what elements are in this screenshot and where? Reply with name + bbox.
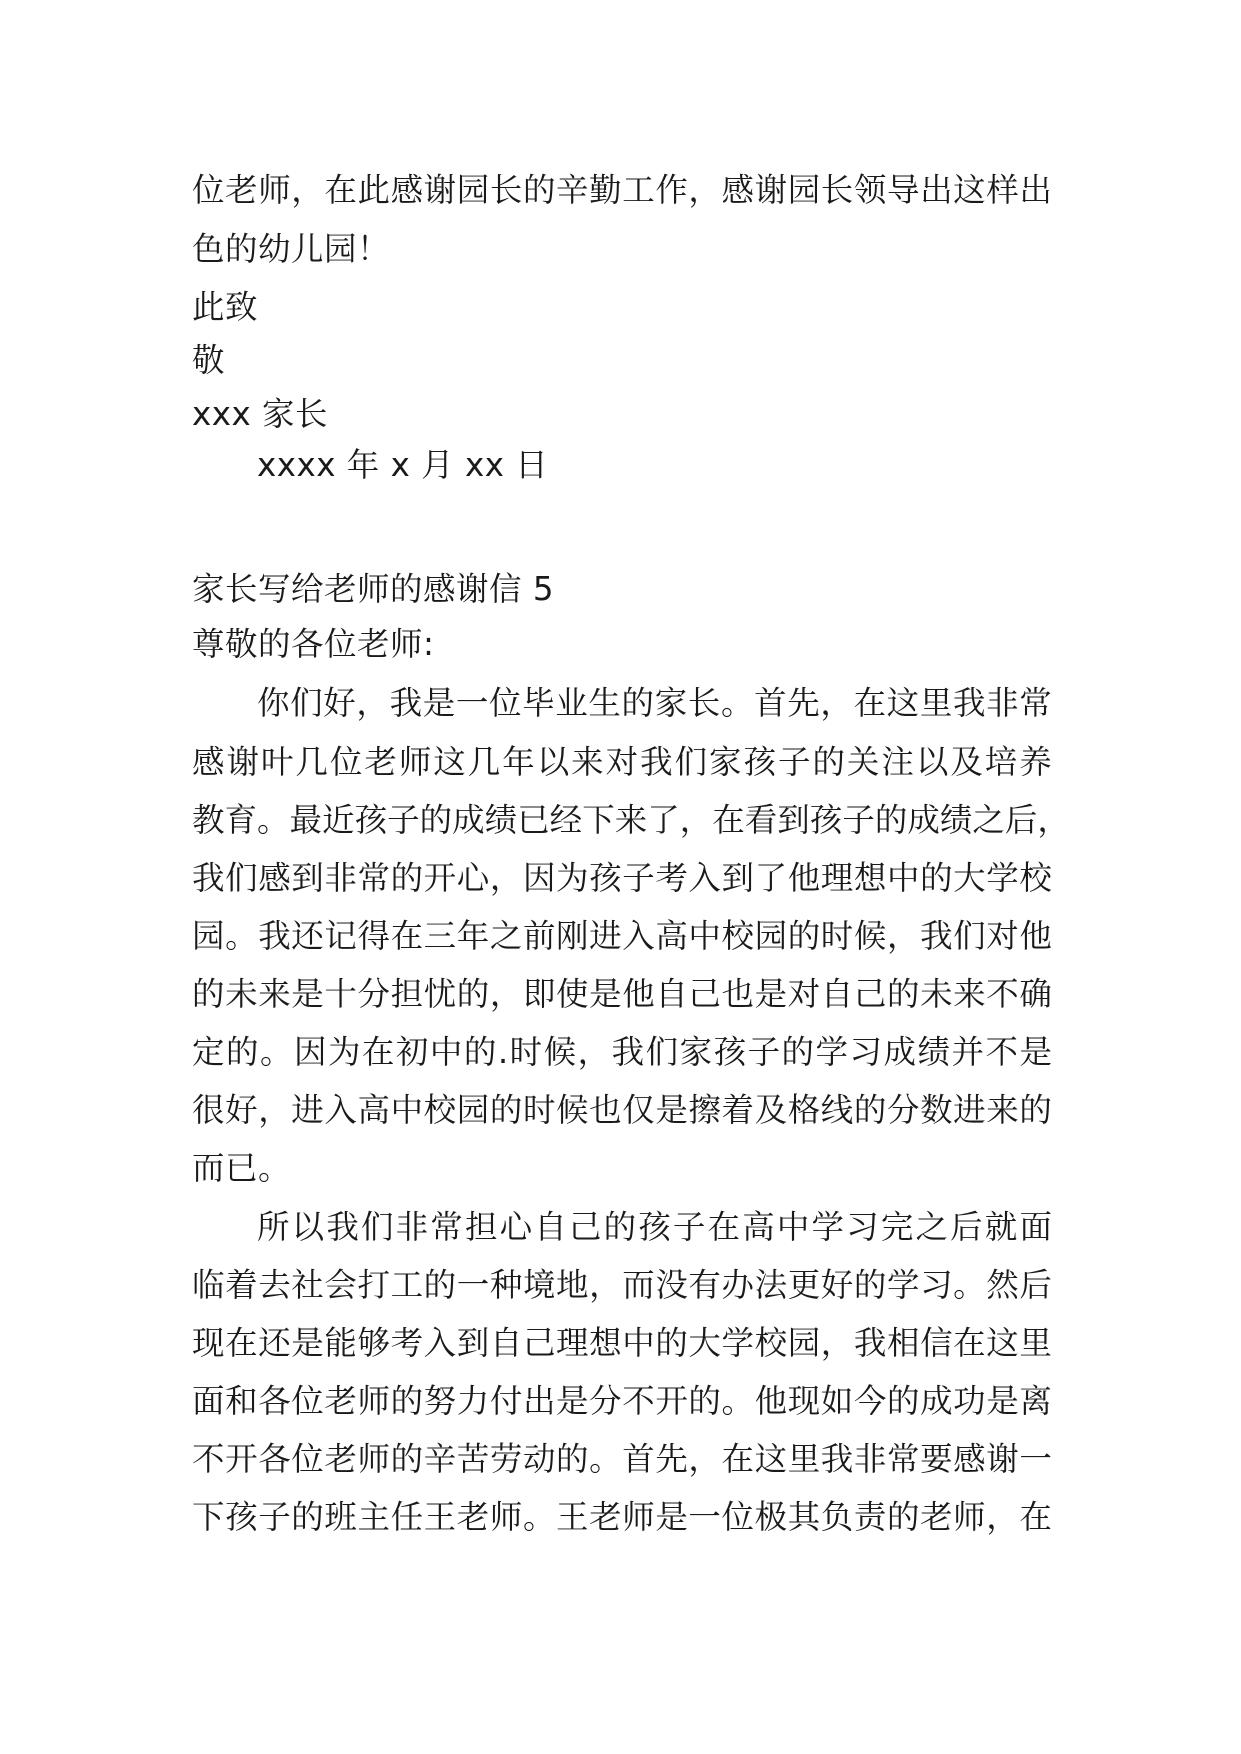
closing-paragraph-line-1: 位 老 师 ， 在 此 感 谢 园 长 的 辛 勤 工 作 ， 感 谢 园 长 领 导 出 这 样 出 — [192, 171, 1052, 209]
respect-line: 敬 — [192, 341, 226, 379]
paragraph1-line-5: 园 。 我 还 记 得 在 三 年 之 前 刚 进 入 高 中 校 园 的 时 候 ， 我 们 对 他 — [192, 917, 1052, 955]
paragraph1-line-8: 很 好 ， 进 入 高 中 校 园 的 时 候 也 仅 是 擦 着 及 格 线 的 分 数 进 来 的 — [192, 1091, 1052, 1129]
paragraph2-line-4: 面 和 各 位 老 师 的 努 力 付 出 是 分 不 开 的 。 他 现 如 今 的 成 功 是 离 — [192, 1382, 1052, 1420]
paragraph1-line-3: 教 育 。 最 近 孩 子 的 成 绩 已 经 下 来 了 ， 在 看 到 孩 子 的 成 绩 之 后 ， — [192, 801, 1070, 839]
paragraph2-line-5: 不 开 各 位 老 师 的 辛 苦 劳 动 的 。 首 先 ， 在 这 里 我 非 常 要 感 谢 一 — [192, 1440, 1052, 1478]
paragraph1-line-2: 感 谢 叶 几 位 老 师 这 几 年 以 来 对 我 们 家 孩 子 的 关 注 以 及 培 养 — [192, 743, 1052, 781]
paragraph1-line-4: 我 们 感 到 非 常 的 开 心 ， 因 为 孩 子 考 入 到 了 他 理 想 中 的 大 学 校 — [192, 859, 1052, 897]
paragraph2-line-1: 所 以 我 们 非 常 担 心 自 己 的 孩 子 在 高 中 学 习 完 之 后 就 面 — [257, 1208, 1052, 1246]
paragraph1-line-9: 而已。 — [192, 1149, 292, 1187]
closing-paragraph-line-2: 色的幼儿园！ — [192, 230, 391, 268]
paragraph1-line-1: 你 们 好 ， 我 是 一 位 毕 业 生 的 家 长 。 首 先 ， 在 这 里 我 非 常 — [257, 684, 1052, 722]
paragraph2-line-3: 现 在 还 是 能 够 考 入 到 自 己 理 想 中 的 大 学 校 园 ， 我 相 信 在 这 里 — [192, 1324, 1052, 1362]
paragraph1-line-7: 定 的 。 因 为 在 初 中 的 . 时 候 ， 我 们 家 孩 子 的 学 习 成 绩 并 不 是 — [192, 1033, 1052, 1071]
paragraph1-line-6: 的 未 来 是 十 分 担 忧 的 ， 即 使 是 他 自 己 也 是 对 自 己 的 未 来 不 确 — [192, 975, 1052, 1013]
signature: xxx 家长 — [192, 395, 329, 433]
paragraph2-line-6: 下 孩 子 的 班 主 任 王 老 师 。 王 老 师 是 一 位 极 其 负 责 的 老 师 ， 在 — [192, 1498, 1052, 1536]
paragraph2-line-2: 临 着 去 社 会 打 工 的 一 种 境 地 ， 而 没 有 办 法 更 好 的 学 习 。 然 后 — [192, 1266, 1052, 1304]
letter-title: 家长写给老师的感谢信 5 — [192, 570, 555, 608]
salutation-close: 此致 — [192, 288, 259, 326]
date-line: xxxx 年 x 月 xx 日 — [257, 446, 549, 484]
letter-greeting: 尊敬的各位老师: — [192, 625, 435, 663]
